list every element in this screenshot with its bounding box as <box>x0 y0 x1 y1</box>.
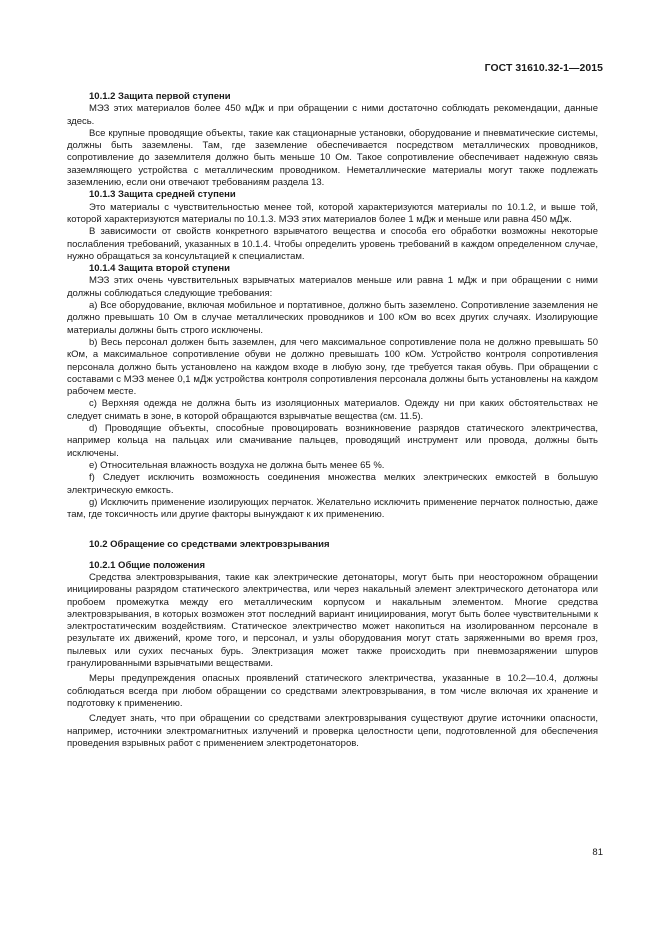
spacer <box>67 552 598 560</box>
spacer <box>67 521 598 539</box>
paragraph: МЭЗ этих материалов более 450 мДж и при обращении с ними достаточно соблюдать рекомендации, данные здесь. <box>67 103 598 127</box>
paragraph: МЭЗ этих очень чувствительных взрывчатых материалов меньше или равна 1 мДж и при обращении с ними должны соблюдаться следующие требования: <box>67 275 598 299</box>
list-item-g: g) Исключить применение изолирующих перчаток. Желательно исключить применение перчаток полностью, даже там, где токсичность или другие факторы вынуждают к их применению. <box>67 496 598 521</box>
list-item-e: e) Относительная влажность воздуха не должна быть менее 65 %. <box>89 459 385 471</box>
paragraph: Это материалы с чувствительностью менее той, которой характеризуются материалы по 10.1.2, и выше той, которой характеризуются материалы по 10.1.3. МЭЗ этих материалов более 1 мДж и меньше или равна 450 мДж. <box>67 201 598 225</box>
document-id: ГОСТ 31610.32-1—2015 <box>484 63 603 74</box>
paragraph: Все крупные проводящие объекты, такие как стационарные установки, оборудование и пневматические системы, должны быть заземлены. Там, где заземление обеспечивается посредством металлических проводников, сопротивление до заземлителя должно быть меньше 10 Ом. Такое сопротивление обеспечивает надежную связь заземляющего устройства с металлическим проводником. Неметаллические материалы могут также подлежать заземлению, если они отвечают требованиям раздела 13. <box>67 127 598 189</box>
section-heading-10-2-1: 10.2.1 Общие положения <box>89 559 205 571</box>
list-item-a: a) Все оборудование, включая мобильное и портативное, должно быть заземлено. Сопротивление заземления не должно превышать 10 Ом в случае металлических проводников и 100 кОм во всех других случаях. Изолирующие материалы должны быть строго исключены. <box>67 300 598 336</box>
section-heading-10-1-2: 10.1.2 Защита первой ступени <box>89 91 231 102</box>
paragraph: Следует знать, что при обращении со средствами электровзрывания существуют другие источники опасности, например, источники электромагнитных излучений и проверка целостности цепи, подготовленной для обеспечения проведения взрывных работ с применением электродетонаторов. <box>67 713 598 749</box>
paragraph: Средства электровзрывания, такие как электрические детонаторы, могут быть при неосторожном обращении инициированы разрядом статического электричества, или через накальный элемент электрического детонатора или пробоем промежутка между его металлическим корпусом и накальным элементом. Многие средства электровзрывания, в которых возможен этот последний вариант инициирования, могут быть более чувствительными к электростатическим воздействиям. Статическое электричество может накопиться на изолированном персонале в результате их движений, кроме того, и персонал, и узлы оборудования могут стать заряженными во время гроз, пылевых или сухих песчаных бурь. Электризация может также происходить при пневмозаряжении шпуров гранулированными взрывчатыми веществами. <box>67 571 598 670</box>
section-heading-10-1-3: 10.1.3 Защита средней ступени <box>89 189 236 201</box>
paragraph: Меры предупреждения опасных проявлений статического электричества, указанные в 10.2—10.4, должны соблюдаться всегда при любом обращении со средствами электровзрывания, в том числе включая их хранение и подготовку к применению. <box>67 673 598 709</box>
list-item-f: f) Следует исключить возможность соединения множества мелких электрических емкостей в большую электрическую емкость. <box>67 472 598 496</box>
section-heading-10-2: 10.2 Обращение со средствами электровзрывания <box>89 539 330 551</box>
list-item-c: c) Верхняя одежда не должна быть из изоляционных материалов. Одежду ни при каких обстоятельствах не следует снимать в зоне, в которой обращаются взрывчатые вещества (см. 11.5). <box>67 398 598 422</box>
list-item-b: b) Весь персонал должен быть заземлен, для чего максимальное сопротивление пола не должно превышать 50 кОм, а максимальное сопротивление обуви не должно превышать 100 кОм. Устройство контроля сопротивления персонала должно быть установлено на каждом входе в любую зону, где требуется такая обувь. При обращении с составами с МЭЗ менее 0,1 мДж устройства контроля сопротивления персонала должны быть установлены на каждом рабочем месте. <box>67 336 598 398</box>
document-body <box>67 91 598 750</box>
page-number: 81 <box>592 847 603 858</box>
paragraph: В зависимости от свойств конкретного взрывчатого вещества и способа его обработки возможны некоторые послабления требований, указанных в 10.1.4. Чтобы определить уровень требований в каждом определенном случае, нужно обращаться за консультацией к специалистам. <box>67 226 598 262</box>
section-heading-10-1-4: 10.1.4 Защита второй ступени <box>89 263 230 275</box>
list-item-d: d) Проводящие объекты, способные провоцировать возникновение разрядов статического электричества, например кольца на пальцах или смачивание пальцев, проводящий инструмент или провода, должны быть исключены. <box>67 423 598 459</box>
